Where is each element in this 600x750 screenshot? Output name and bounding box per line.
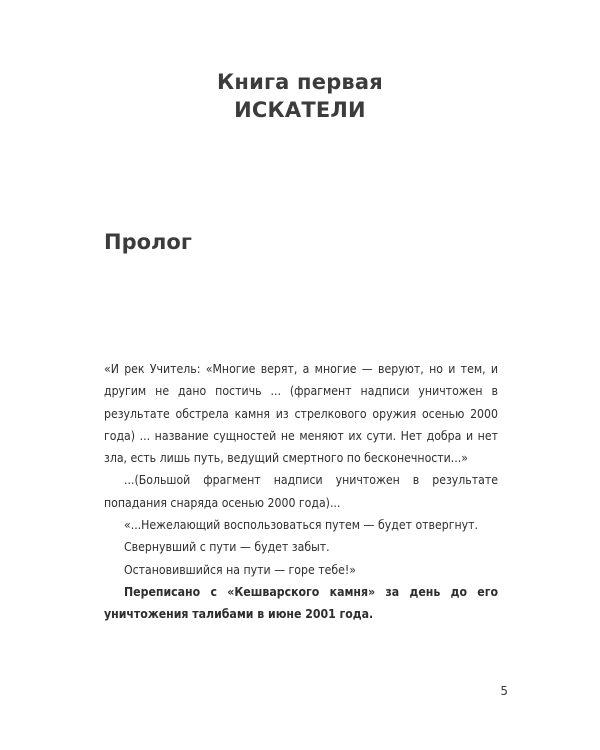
chapter-title: Пролог [104, 230, 192, 254]
inscription-paragraph: Остановившийся на пути — горе тебе!» [124, 562, 356, 577]
inscription-text [104, 358, 498, 626]
book-part-label: Книга первая [217, 70, 383, 94]
book-part-heading [0, 68, 600, 124]
inscription-paragraph: «И рек Учитель: «Многие верят, а многие — веруют, но и тем, и другим не дано постичь ... (фрагмент надписи уничтожен в результате обстрела камня из стрелкового оружия осенью 2000 года) ... название сущностей не меняют их сути. Нет добра и нет зла, есть лишь путь, ведущий смертного по бесконечности...» [104, 362, 498, 466]
source-note: Переписано с «Кешварского камня» за день до его уничтожения талибами в июне 2001 года. [104, 584, 498, 622]
page-number: 5 [500, 684, 508, 698]
inscription-paragraph: «...Нежелающий воспользоваться путем — будет отвергнут. [124, 518, 478, 533]
book-part-title: ИСКАТЕЛИ [234, 98, 366, 122]
inscription-paragraph: Свернувший с пути — будет забыт. [124, 540, 330, 555]
inscription-paragraph: ...(Большой фрагмент надписи уничтожен в результате попадания снаряда осенью 2000 года)... [104, 473, 498, 510]
